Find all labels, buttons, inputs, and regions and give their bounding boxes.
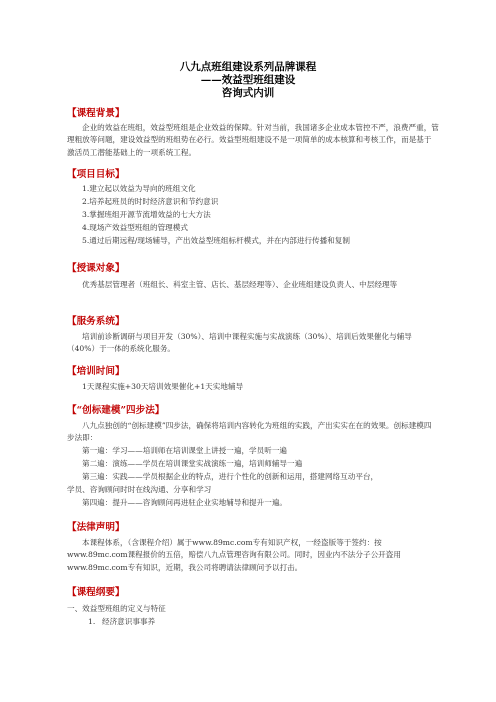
course-title: ——效益型班组建设 [200, 74, 296, 86]
background-text: 企业的效益在班组，效益型班组是企业效益的保障。针对当前，我国诸多企业成本管控不严，浪费严重，管理粗放等问题，建设效益型的班组势在必行。效益型班组建设不是一项简单的成本核算和考核工作，而是基于激活员工潜能基础上的一项系统工程。 [67, 123, 439, 157]
outline-item-1: 一、效益型班组的定义与特征 [67, 604, 166, 613]
service-text: 培训前诊断调研与项目开发（30%）、培训中课程实施与实战演练（30%）、培训后效果催化与辅导（40%）于一体的系统化服务。 [67, 332, 412, 354]
goal-item-5: 5.通过后期远程/现场辅导，产出效益型班组标杆模式，并在内部进行传播和复制 [82, 236, 350, 245]
goal-item-2: 2.培养起班员的时时经济意识和节约意识 [82, 197, 219, 206]
method-text: 八九点独创的“创标建模”四步法，确保将培训内容转化为班组的实践，产出实实在在的效果。创标建模四步法即： [67, 421, 432, 443]
method-step-1: 第一遍：学习——培训师在培训课堂上讲授一遍，学员听一遍 [82, 446, 288, 455]
outline-subitem-1 [88, 616, 155, 628]
audience-heading: 【授课对象】 [67, 263, 125, 274]
method-step-4: 第四遍：提升——咨询顾问再进驻企业实地辅导和提升一遍。 [82, 498, 288, 507]
method-heading: 【“创标建模”四步法】 [67, 405, 165, 416]
time-text: 1天课程实施+30天培训效果催化+1天实地辅导 [82, 382, 244, 391]
audience-text: 优秀基层管理者（班组长、科室主管、店长、基层经理等）、企业班组建设负责人、中层经理等 [82, 280, 398, 289]
legal-heading: 【法律声明】 [67, 522, 125, 533]
outline-heading: 【课程纲要】 [67, 587, 125, 598]
service-heading: 【服务系统】 [67, 316, 125, 327]
method-step-2: 第二遍：演练——学员在培训课堂实战演练一遍，培训师辅导一遍 [82, 459, 303, 468]
goals-heading: 【项目目标】 [67, 169, 125, 180]
course-series-title: 八九点班组建设系列品牌课程 [179, 61, 317, 73]
goal-item-1: 1.建立起以效益为导向的班组文化 [82, 184, 196, 193]
time-heading: 【培训时间】 [67, 366, 125, 377]
goal-item-4: 4.现场产效益型班组的管理模式 [82, 223, 188, 232]
course-format-title: 咨询式内训 [221, 87, 275, 99]
outline-subitem-1-text: 经济意识事事养 [102, 617, 156, 626]
background-heading: 【课程背景】 [67, 108, 125, 119]
outline-subitem-1-number: 1. [88, 617, 96, 626]
method-step-3-cont: 学员、咨询顾问时时在线沟通、分享和学习 [67, 485, 212, 494]
method-step-3: 第三遍：实践——学员根据企业的特点，进行个性化的创新和运用，搭建网络互动平台， [82, 472, 379, 481]
legal-text: 本课程体系，（含课程介绍）属于www.89mc.com专有知识产权，一经盗版等于签约：按www.89mc.com课程报价的五倍，赔偿八九点管理咨询有限公司。同时，因业内不法分子公开盗用www.89mc.com专有知识，近期，我公司将聘请法律顾问予以打击。 [67, 538, 401, 572]
goal-item-3: 3.掌握班组开源节流增效益的七大方法 [82, 210, 211, 219]
